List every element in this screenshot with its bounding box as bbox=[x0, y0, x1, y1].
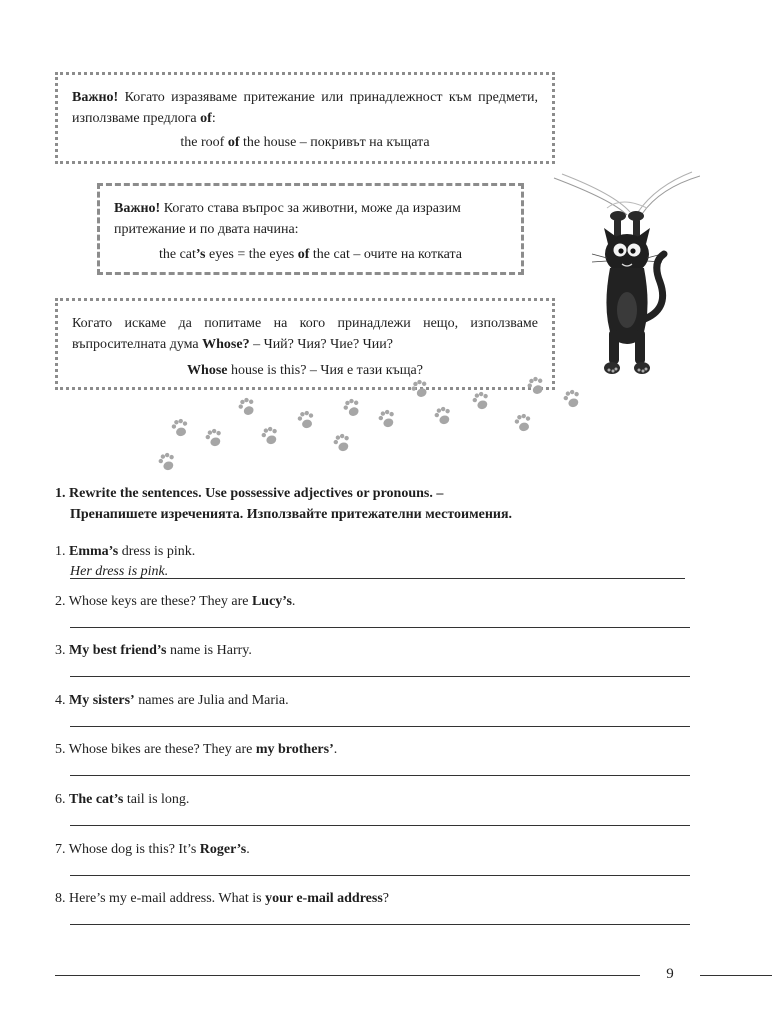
example-bold: ’s bbox=[195, 247, 206, 262]
info-box-of-text bbox=[72, 87, 538, 129]
info-box-whose bbox=[55, 298, 555, 390]
exercise-list bbox=[55, 543, 695, 940]
sentence-text: 7. Whose dog is this? It’s bbox=[55, 841, 200, 857]
sentence-text: 5. Whose bikes are these? They are bbox=[55, 742, 256, 758]
example-text: eyes = the eyes bbox=[205, 247, 298, 262]
example-bold: of bbox=[227, 135, 240, 150]
sentence-text: . bbox=[246, 841, 250, 857]
sentence-text: 2. Whose keys are these? They are bbox=[55, 593, 252, 609]
sentence-bold: Emma’s bbox=[69, 544, 119, 559]
example-answer: Her dress is pink. bbox=[70, 564, 169, 579]
sentence-bold: Lucy’s bbox=[251, 593, 292, 609]
exercise-item bbox=[55, 890, 695, 940]
exercise-sentence bbox=[55, 543, 195, 561]
exercise-sentence bbox=[55, 692, 289, 710]
example-text: the cat – очите на котката bbox=[309, 247, 463, 262]
answer-line[interactable] bbox=[70, 775, 690, 776]
sentence-bold: my brothers’ bbox=[255, 742, 334, 758]
exercise-title-translation: Пренапишете изреченията. Използвайте притежателни местоимения. bbox=[70, 507, 513, 522]
example-text: the house – покривът на къщата bbox=[239, 135, 430, 150]
exercise-sentence bbox=[55, 741, 337, 759]
answer-line[interactable] bbox=[70, 627, 690, 628]
sentence-bold: Roger’s bbox=[199, 841, 247, 857]
answer-line[interactable] bbox=[70, 875, 690, 876]
example-line bbox=[72, 132, 538, 153]
example-line bbox=[72, 360, 538, 381]
sentence-text: name is Harry. bbox=[166, 643, 252, 659]
info-box-animals bbox=[97, 183, 524, 275]
exercise-sentence bbox=[55, 841, 250, 859]
exercise-item bbox=[55, 791, 695, 841]
example-text: the cat bbox=[158, 247, 196, 262]
info-box-whose-text bbox=[72, 313, 538, 355]
sentence-text: dress is pink. bbox=[118, 544, 196, 559]
answer-line[interactable] bbox=[70, 825, 690, 826]
info-text: Когато става въпрос за животни, може да изразим притежание и по двата начина: bbox=[114, 201, 461, 237]
example-line bbox=[114, 244, 507, 265]
keyword-whose: Whose? bbox=[202, 337, 250, 352]
sentence-bold: The cat’s bbox=[69, 791, 124, 807]
sentence-text: 4. bbox=[55, 692, 69, 708]
sentence-bold: My best friend’s bbox=[69, 643, 167, 659]
exercise-title: 1. Rewrite the sentences. Use possessive adjectives or pronouns. – bbox=[55, 486, 444, 501]
info-text: Когато искаме да попитаме на кого принадлежи нещо, използваме въпросителната дума bbox=[72, 316, 538, 352]
colon: : bbox=[211, 111, 216, 126]
sentence-text: 3. bbox=[55, 643, 69, 659]
info-text: – Чий? Чия? Чие? Чии? bbox=[249, 337, 393, 352]
example-text: the roof bbox=[180, 135, 228, 150]
page-number: 9 bbox=[666, 966, 674, 982]
exercise-sentence bbox=[55, 791, 189, 809]
hanging-cat-illustration bbox=[552, 170, 700, 390]
answer-line[interactable] bbox=[70, 578, 685, 579]
info-box-animals-text bbox=[114, 198, 507, 240]
sentence-text: . bbox=[333, 742, 338, 758]
sentence-text: 6. bbox=[55, 791, 69, 807]
exercise-heading bbox=[55, 483, 695, 525]
exercise-sentence bbox=[55, 890, 389, 908]
sentence-text: 1. bbox=[55, 544, 69, 559]
exercise-item bbox=[55, 692, 695, 742]
sentence-bold: My sisters’ bbox=[69, 692, 135, 708]
exercise-item bbox=[55, 642, 695, 692]
footer-rule-left bbox=[55, 975, 640, 976]
info-text: Когато изразяваме притежание или принадлежност към предмети, използваме предлога bbox=[72, 90, 538, 126]
footer-rule-right bbox=[700, 975, 772, 976]
answer-line[interactable] bbox=[70, 924, 690, 925]
sentence-text: ? bbox=[382, 891, 390, 907]
keyword-of: of bbox=[200, 111, 212, 126]
exercise-item bbox=[55, 741, 695, 791]
answer-line[interactable] bbox=[70, 676, 690, 677]
sentence-text: . bbox=[291, 593, 296, 609]
exercise-item bbox=[55, 841, 695, 891]
sentence-text: tail is long. bbox=[123, 791, 190, 807]
exercise-sentence bbox=[55, 642, 252, 660]
example-text: house is this? – Чия е тази къща? bbox=[227, 363, 423, 378]
exercise-item bbox=[55, 543, 695, 593]
info-box-of bbox=[55, 72, 555, 164]
exercise-item bbox=[55, 593, 695, 643]
sentence-bold: your e-mail address bbox=[265, 891, 383, 907]
exercise-sentence bbox=[55, 593, 295, 611]
sentence-text: 8. Here’s my e-mail address. What is bbox=[55, 891, 266, 907]
important-label: Важно! bbox=[72, 90, 119, 105]
important-label: Важно! bbox=[114, 201, 161, 216]
example-bold: Whose bbox=[187, 363, 228, 378]
answer-line[interactable] bbox=[70, 726, 690, 727]
sentence-text: names are Julia and Maria. bbox=[134, 692, 289, 708]
example-bold: of bbox=[297, 247, 310, 262]
